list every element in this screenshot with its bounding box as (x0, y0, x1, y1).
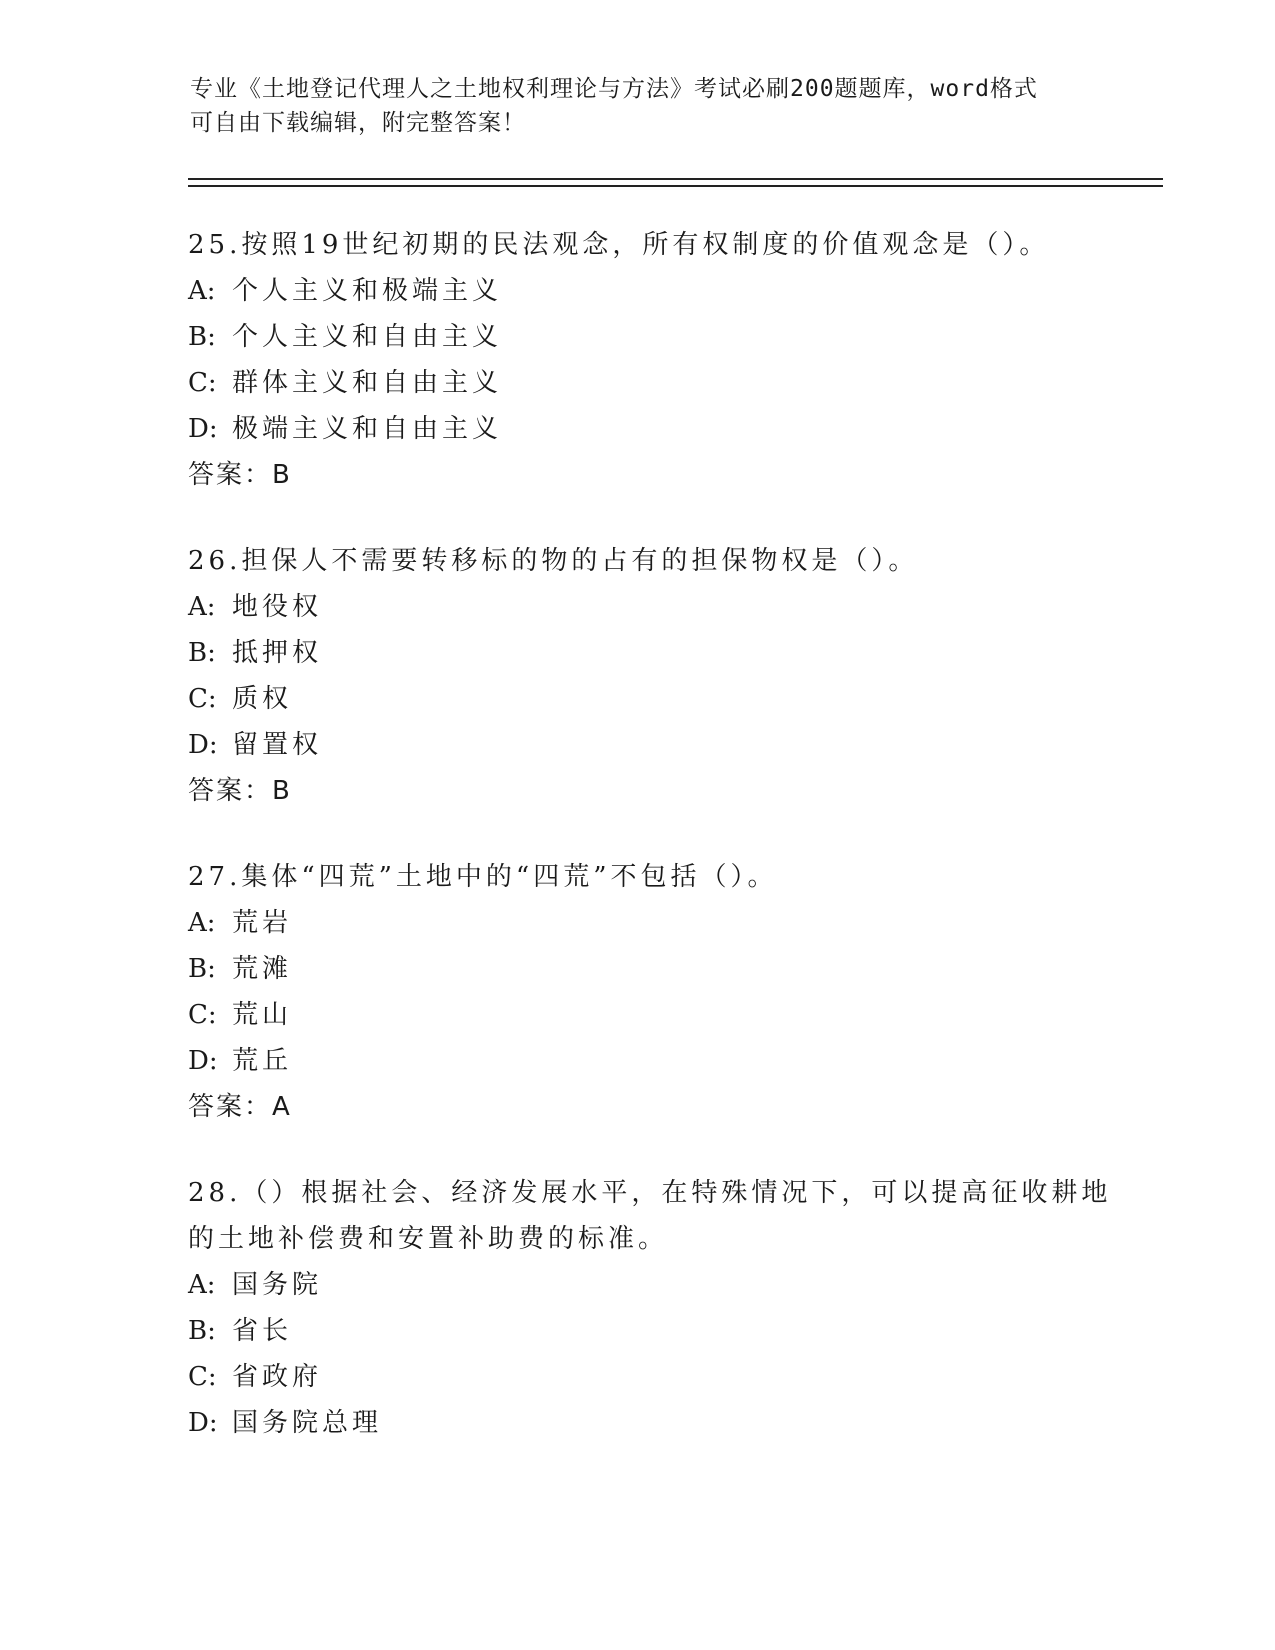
option-text: 群体主义和自由主义 (232, 368, 503, 398)
option-d (188, 1038, 1088, 1084)
answer: 答案：B (188, 776, 292, 806)
option-text: 极端主义和自由主义 (232, 414, 503, 444)
option-letter: D: (188, 414, 218, 444)
question-26 (188, 538, 1088, 814)
option-text: 地役权 (232, 592, 323, 622)
option-letter: C: (188, 1362, 217, 1392)
header-line-2: 可自由下载编辑，附完整答案！ (190, 110, 526, 136)
option-letter: B: (188, 638, 216, 668)
header-line-1: 专业《土地登记代理人之土地权利理论与方法》考试必刷200题题库，word格式 (190, 76, 1038, 102)
option-letter: C: (188, 1000, 217, 1030)
answer: 答案：A (188, 1092, 292, 1122)
option-text: 质权 (232, 684, 293, 714)
document-header (190, 72, 1090, 140)
option-letter: B: (188, 1316, 216, 1346)
question-stem: 27.集体“四荒”土地中的“四荒”不包括（）。 (188, 862, 778, 892)
option-text: 省长 (232, 1316, 293, 1346)
option-d (188, 406, 1088, 452)
option-text: 抵押权 (232, 638, 323, 668)
question-27 (188, 854, 1088, 1130)
option-text: 个人主义和自由主义 (232, 322, 503, 352)
option-letter: A: (188, 908, 216, 938)
question-stem-line-1: 28.（）根据社会、经济发展水平，在特殊情况下，可以提高征收耕地 (188, 1178, 1112, 1208)
option-text: 留置权 (232, 730, 323, 760)
question-25 (188, 222, 1088, 498)
option-text: 荒滩 (232, 954, 293, 984)
option-letter: B: (188, 954, 216, 984)
option-text: 省政府 (232, 1362, 323, 1392)
option-a (188, 1262, 1088, 1308)
option-b (188, 946, 1088, 992)
option-letter: C: (188, 368, 217, 398)
option-c (188, 992, 1088, 1038)
option-d (188, 722, 1088, 768)
option-text: 国务院总理 (232, 1408, 383, 1438)
option-c (188, 1354, 1088, 1400)
question-stem-line-2: 的土地补偿费和安置补助费的标准。 (188, 1224, 669, 1254)
header-double-rule (188, 178, 1163, 187)
option-c (188, 360, 1088, 406)
option-b (188, 314, 1088, 360)
option-letter: D: (188, 1046, 218, 1076)
option-d (188, 1400, 1088, 1446)
option-c (188, 676, 1088, 722)
option-a (188, 584, 1088, 630)
option-text: 荒山 (232, 1000, 293, 1030)
option-letter: B: (188, 322, 216, 352)
option-text: 个人主义和极端主义 (232, 276, 503, 306)
option-text: 荒岩 (232, 908, 293, 938)
option-a (188, 900, 1088, 946)
answer: 答案：B (188, 460, 292, 490)
option-letter: A: (188, 1270, 216, 1300)
option-letter: C: (188, 684, 217, 714)
option-letter: D: (188, 1408, 218, 1438)
question-28 (188, 1170, 1112, 1446)
option-text: 国务院 (232, 1270, 323, 1300)
option-text: 荒丘 (232, 1046, 293, 1076)
question-stem: 26.担保人不需要转移标的物的占有的担保物权是（）。 (188, 546, 919, 576)
option-letter: A: (188, 276, 216, 306)
option-b (188, 1308, 1088, 1354)
option-letter: D: (188, 730, 218, 760)
question-stem: 25.按照19世纪初期的民法观念，所有权制度的价值观念是（）。 (188, 230, 1050, 260)
option-a (188, 268, 1088, 314)
option-b (188, 630, 1088, 676)
option-letter: A: (188, 592, 216, 622)
